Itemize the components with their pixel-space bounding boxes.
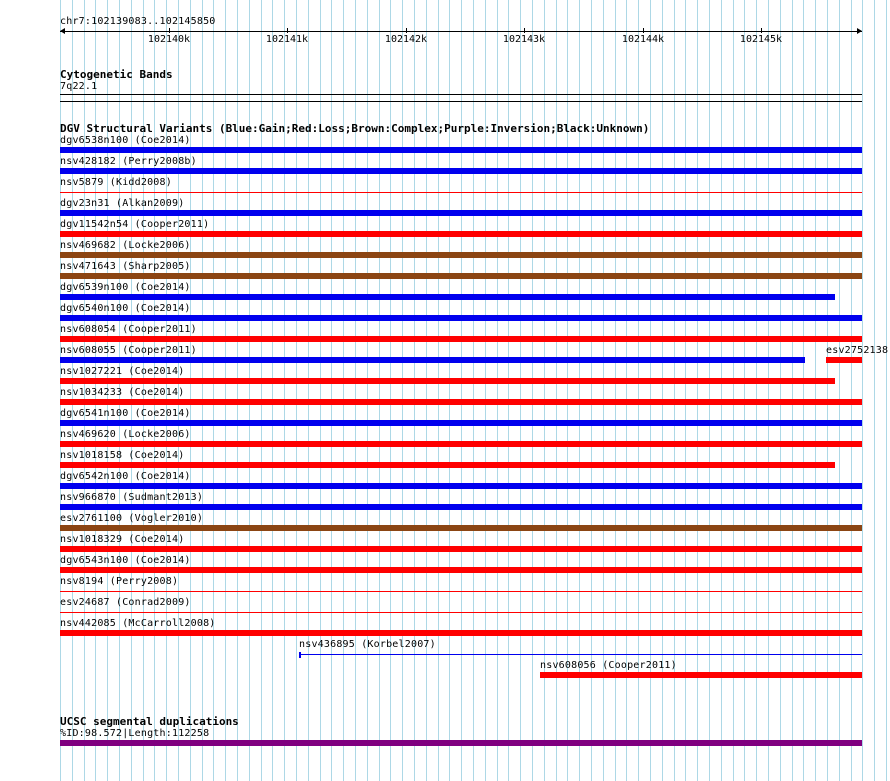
ruler-tick — [761, 28, 762, 33]
dgv-feature-bar[interactable] — [60, 252, 862, 258]
dgv-feature-bar[interactable] — [60, 525, 862, 531]
dgv-feature-bar[interactable] — [60, 420, 862, 426]
ruler-range-label: chr7:102139083..102145850 — [60, 16, 216, 27]
dgv-feature-label[interactable]: dgv11542n54 (Cooper2011) — [60, 219, 210, 230]
dgv-feature-bar[interactable] — [60, 210, 862, 216]
dgv-feature-bar[interactable] — [60, 336, 862, 342]
dgv-feature-label[interactable]: nsv471643 (Sharp2005) — [60, 261, 191, 272]
ruler-tick-label: 102141k — [265, 34, 309, 45]
cytoband-band[interactable] — [60, 94, 862, 95]
segdup-track-title: UCSC segmental duplications — [60, 715, 239, 728]
dgv-feature-label[interactable]: nsv428182 (Perry2008b) — [60, 156, 197, 167]
dgv-feature-label[interactable]: nsv1018329 (Coe2014) — [60, 534, 185, 545]
dgv-feature-label[interactable]: dgv6539n100 (Coe2014) — [60, 282, 191, 293]
ruler-arrow-right-icon — [857, 28, 862, 34]
dgv-feature-label[interactable]: dgv6540n100 (Coe2014) — [60, 303, 191, 314]
dgv-feature-bar[interactable] — [60, 168, 862, 174]
dgv-feature-bar[interactable] — [299, 654, 862, 655]
dgv-feature-bar[interactable] — [540, 672, 862, 678]
dgv-feature-label[interactable]: esv2752138 — [826, 345, 889, 356]
dgv-feature-label[interactable]: dgv6541n100 (Coe2014) — [60, 408, 191, 419]
dgv-feature-label[interactable]: nsv5879 (Kidd2008) — [60, 177, 172, 188]
dgv-feature-bar[interactable] — [60, 630, 862, 636]
dgv-feature-bar[interactable] — [60, 378, 835, 384]
dgv-feature-bar[interactable] — [60, 357, 805, 363]
dgv-feature-start-mark — [299, 652, 301, 658]
segdup-feature-bar[interactable] — [60, 740, 862, 746]
ruler-tick — [287, 28, 288, 33]
ruler-tick — [643, 28, 644, 33]
ruler-arrow-left-icon — [60, 28, 65, 34]
dgv-feature-label[interactable]: nsv608056 (Cooper2011) — [540, 660, 677, 671]
ruler-tick — [524, 28, 525, 33]
dgv-feature-bar[interactable] — [60, 315, 862, 321]
dgv-feature-bar[interactable] — [60, 192, 862, 193]
ruler-tick-label: 102142k — [384, 34, 428, 45]
dgv-feature-label[interactable]: esv2761100 (Vogler2010) — [60, 513, 204, 524]
dgv-feature-bar[interactable] — [60, 612, 862, 613]
dgv-feature-label[interactable]: esv24687 (Conrad2009) — [60, 597, 191, 608]
dgv-feature-bar[interactable] — [60, 147, 862, 153]
dgv-feature-label[interactable]: nsv608055 (Cooper2011) — [60, 345, 197, 356]
dgv-feature-bar[interactable] — [60, 504, 862, 510]
cytoband-track-title: Cytogenetic Bands — [60, 68, 173, 81]
dgv-feature-label[interactable]: dgv23n31 (Alkan2009) — [60, 198, 185, 209]
segdup-feature-label[interactable]: %ID:98.572|Length:112258 — [60, 728, 210, 739]
dgv-feature-label[interactable]: nsv469620 (Locke2006) — [60, 429, 191, 440]
dgv-feature-label[interactable]: nsv1027221 (Coe2014) — [60, 366, 185, 377]
ruler-line — [60, 31, 862, 32]
dgv-feature-bar[interactable] — [60, 441, 862, 447]
dgv-feature-label[interactable]: nsv436895 (Korbel2007) — [299, 639, 436, 650]
dgv-feature-bar[interactable] — [60, 567, 862, 573]
dgv-feature-bar[interactable] — [60, 546, 862, 552]
dgv-feature-bar[interactable] — [60, 591, 862, 592]
dgv-feature-bar[interactable] — [60, 273, 862, 279]
dgv-feature-label[interactable]: nsv1034233 (Coe2014) — [60, 387, 185, 398]
ruler-tick-label: 102145k — [739, 34, 783, 45]
dgv-feature-label[interactable]: nsv8194 (Perry2008) — [60, 576, 179, 587]
dgv-feature-label[interactable]: dgv6543n100 (Coe2014) — [60, 555, 191, 566]
ruler-tick-label: 102144k — [621, 34, 665, 45]
ruler-tick — [169, 28, 170, 33]
dgv-feature-bar[interactable] — [60, 483, 862, 489]
dgv-feature-label[interactable]: nsv1018158 (Coe2014) — [60, 450, 185, 461]
ruler-tick — [406, 28, 407, 33]
dgv-feature-label[interactable]: dgv6542n100 (Coe2014) — [60, 471, 191, 482]
dgv-feature-label[interactable]: nsv469682 (Locke2006) — [60, 240, 191, 251]
ruler-tick-label: 102143k — [502, 34, 546, 45]
dgv-feature-bar[interactable] — [60, 294, 835, 300]
dgv-feature-label[interactable]: nsv442085 (McCarroll2008) — [60, 618, 216, 629]
dgv-feature-label[interactable]: dgv6538n100 (Coe2014) — [60, 135, 191, 146]
dgv-feature-bar[interactable] — [826, 357, 862, 363]
dgv-feature-bar[interactable] — [60, 399, 862, 405]
cytoband-label[interactable]: 7q22.1 — [60, 81, 98, 92]
dgv-feature-bar[interactable] — [60, 231, 862, 237]
dgv-feature-label[interactable]: nsv966870 (Sudmant2013) — [60, 492, 204, 503]
dgv-feature-label[interactable]: nsv608054 (Cooper2011) — [60, 324, 197, 335]
dgv-track-title: DGV Structural Variants (Blue:Gain;Red:Loss;Brown:Complex;Purple:Inversion;Black:Unknown) — [60, 122, 650, 135]
cytoband-band-underline — [60, 101, 862, 102]
dgv-feature-bar[interactable] — [60, 462, 835, 468]
ruler-tick-label: 102140k — [147, 34, 191, 45]
